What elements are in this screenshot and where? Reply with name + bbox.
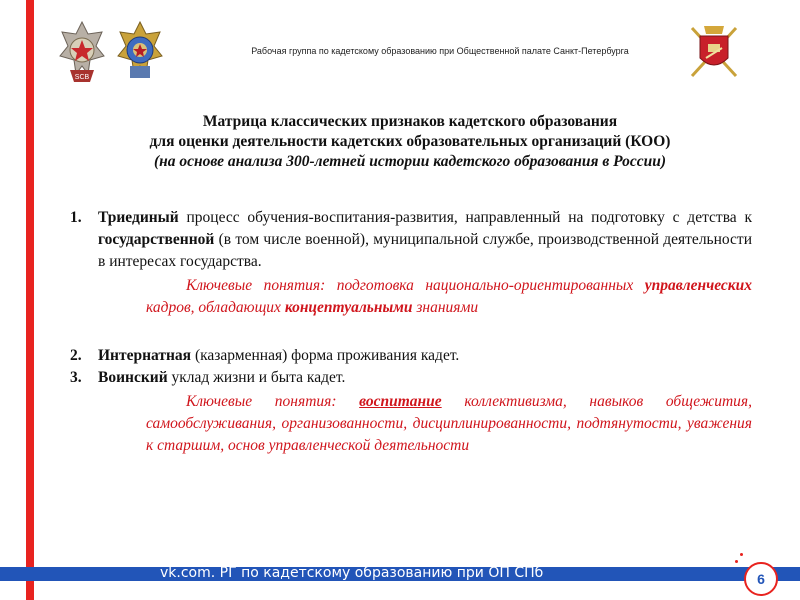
list-item-text: процесс обучения-воспитания-развития, направленный на подготовку с детства к [178,209,752,226]
cadet-badge-2-icon [116,20,164,84]
left-red-bar [26,0,34,600]
cadet-badge-1-icon [58,20,106,84]
list-item-text: (казарменная) форма проживания кадет. [191,347,460,364]
title-line-2: для оценки деятельности кадетских образовательных организаций (КОО) [149,133,671,150]
list-item-1 [70,207,752,273]
decor-dot [735,560,738,563]
page-title [40,112,780,172]
page-number-badge: 6 [744,562,778,596]
list-item-3 [70,367,752,389]
list-item-keyword: Интернатная [98,347,192,364]
key-concepts-1: Ключевые понятия: подготовка национально-ориентированных управленческих кадров, обладающих концептуальными знаниями [146,277,752,316]
title-line-1: Матрица классических признаков кадетского образования [202,113,618,130]
footer-link-text[interactable]: vk.com. РГ по кадетскому образованию при ОП СПб [160,565,544,581]
list-item-text: уклад жизни и быта кадет. [167,369,346,386]
list-item-keyword: Триединый [98,209,179,226]
title-line-3: (на основе анализа 300-летней истории кадетского образования в России) [154,153,666,170]
list-item-keyword: Воинский [98,369,168,386]
header-organization-text: Рабочая группа по кадетскому образованию при Общественной палате Санкт-Петербурга [251,46,629,56]
list-item-number: 3. [70,369,82,386]
svg-text:SCB: SCB [74,74,90,81]
key-concepts-2: Ключевые понятия: воспитание коллективизма, навыков общежития, самообслуживания, организованности, дисциплинированности, подтянутости, уважения к старшим, основ управленческой деятельности [146,393,752,454]
list-item-keyword-2: государственной [98,231,215,248]
spb-coat-of-arms-icon [686,18,742,82]
list-item-text-2: (в том числе военной), муниципальной службе, производственной деятельности в интересах государства. [98,231,752,270]
decor-dot [740,553,743,556]
list-item-number: 2. [70,347,82,364]
list-item-number: 1. [70,209,82,226]
list-item-2 [70,345,752,367]
criteria-list [70,207,752,457]
